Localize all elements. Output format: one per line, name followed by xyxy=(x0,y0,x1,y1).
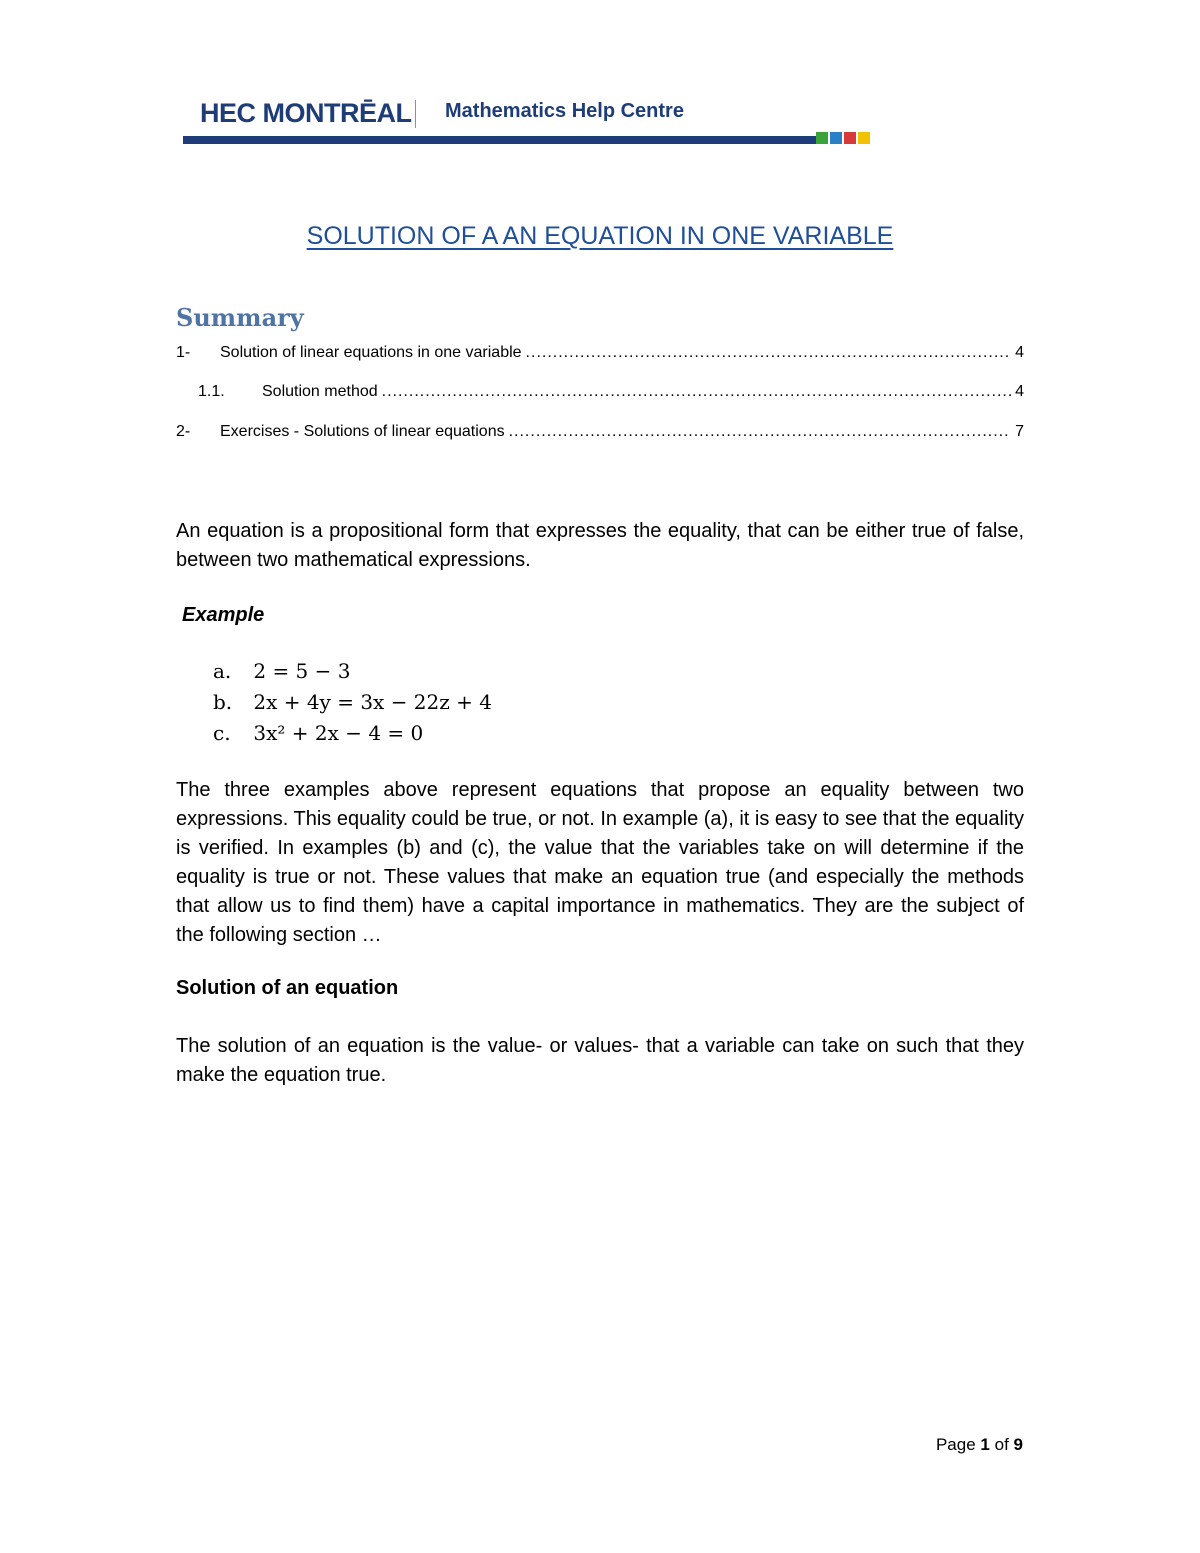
toc-leader xyxy=(509,423,1012,441)
page-header xyxy=(183,96,870,148)
hec-montreal-logo: HEC MONTRĒAL xyxy=(200,98,412,128)
toc-number: 1.1. xyxy=(198,383,225,400)
toc-leader xyxy=(382,383,1011,401)
summary-heading: Summary xyxy=(176,303,304,332)
example-letter: b. xyxy=(213,690,233,714)
toc-number: 2- xyxy=(176,423,191,440)
toc-page: 7 xyxy=(1015,423,1024,440)
example-item xyxy=(213,690,492,720)
toc-label: Exercises - Solutions of linear equations xyxy=(220,423,505,440)
explanation-paragraph: The three examples above represent equations that propose an equality between two expressions. This equality could be true, or not. In example (a), it is easy to see that the equality is verified. In examples (b) and (c), the value that the variables take on will determine if the equality is true or not. These values that make an equation true (and especially the methods that allow us to find them) have a capital importance in mathematics. They are the subject of the following section … xyxy=(176,779,1024,946)
footer-total-pages: 9 xyxy=(1013,1435,1023,1454)
accent-square-blue xyxy=(830,132,842,144)
example-equation: 2 = 5 − 3 xyxy=(253,659,351,683)
toc-label: Solution method xyxy=(262,383,378,400)
footer-prefix: Page xyxy=(935,1435,976,1454)
toc-label: Solution of linear equations in one variable xyxy=(220,344,522,361)
toc-page: 4 xyxy=(1015,383,1024,400)
accent-square-yellow xyxy=(858,132,870,144)
example-letter: c. xyxy=(213,721,231,745)
footer-current-page: 1 xyxy=(980,1435,990,1454)
example-item xyxy=(213,721,423,751)
accent-square-green xyxy=(816,132,828,144)
example-letter: a. xyxy=(213,659,232,683)
toc-item[interactable] xyxy=(176,383,1024,405)
example-equation: 3x² + 2x − 4 = 0 xyxy=(253,721,424,745)
toc-leader xyxy=(526,344,1012,362)
footer-of: of xyxy=(994,1435,1009,1454)
header-bar xyxy=(183,136,816,144)
solution-paragraph: The solution of an equation is the value- or values- that a variable can take on such that they make the equation true. xyxy=(176,1035,1024,1086)
help-centre-title: Mathematics Help Centre xyxy=(445,100,684,122)
document-title: SOLUTION OF A AN EQUATION IN ONE VARIABLE xyxy=(306,222,894,250)
example-equation: 2x + 4y = 3x − 22z + 4 xyxy=(253,690,492,714)
solution-heading: Solution of an equation xyxy=(176,977,399,999)
intro-paragraph: An equation is a propositional form that expresses the equality, that can be either true of false, between two mathematical expressions. xyxy=(176,520,1024,571)
page-footer xyxy=(936,1435,1023,1455)
toc-number: 1- xyxy=(176,344,191,361)
toc-item[interactable] xyxy=(176,344,1024,366)
example-label: Example xyxy=(182,604,265,626)
example-item xyxy=(213,659,350,689)
toc-item[interactable] xyxy=(176,423,1024,445)
header-divider xyxy=(415,100,416,128)
accent-square-red xyxy=(844,132,856,144)
toc-page: 4 xyxy=(1015,344,1024,361)
